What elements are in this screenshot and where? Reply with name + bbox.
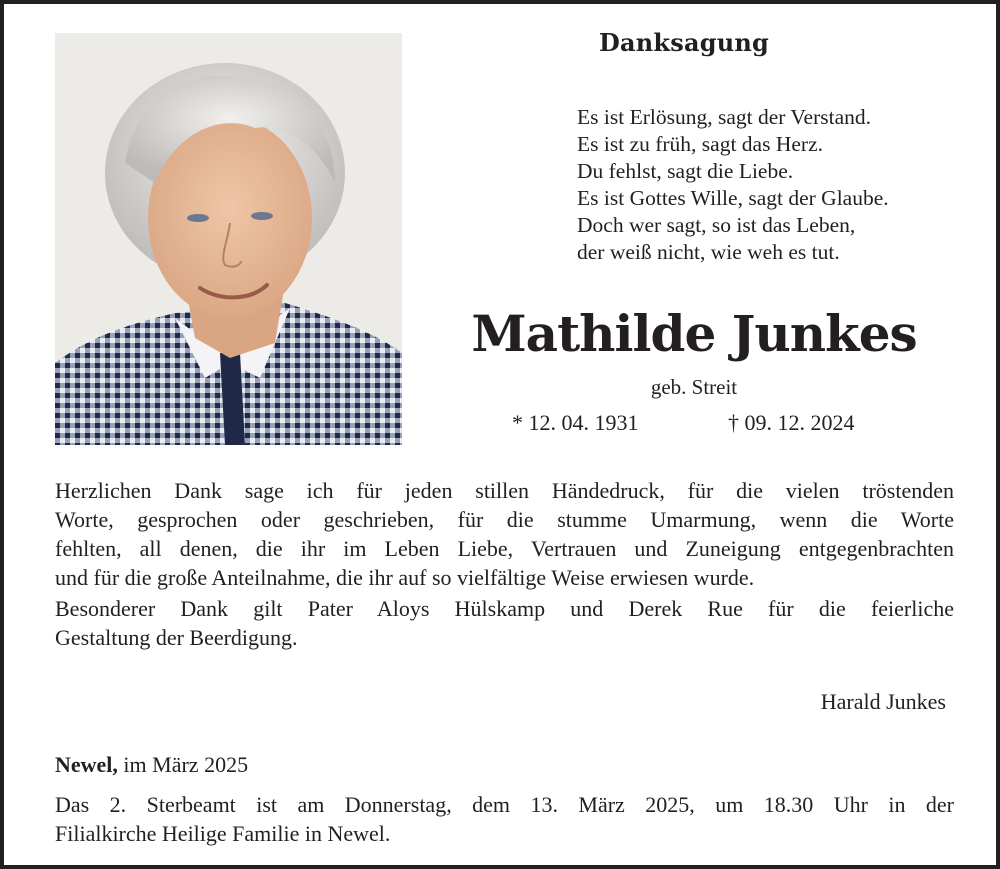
birth-star-icon: * bbox=[512, 410, 523, 435]
death-date bbox=[728, 410, 855, 436]
thanks-paragraph bbox=[55, 476, 954, 592]
poem-line: Du fehlst, sagt die Liebe. bbox=[577, 159, 794, 183]
poem-line: Es ist zu früh, sagt das Herz. bbox=[577, 132, 823, 156]
place-name: Newel, bbox=[55, 752, 118, 777]
service-info bbox=[55, 790, 954, 848]
portrait-image bbox=[55, 33, 402, 445]
text-line: und für die große Anteilnahme, die ihr auf so vielfältige Weise erwiesen wurde. bbox=[55, 565, 755, 590]
place-date-line bbox=[55, 752, 248, 778]
poem-line: Es ist Gottes Wille, sagt der Glaube. bbox=[577, 186, 889, 210]
poem-line: Doch wer sagt, so ist das Leben, bbox=[577, 213, 856, 237]
signature: Harald Junkes bbox=[820, 689, 946, 714]
poem-line: Es ist Erlösung, sagt der Verstand. bbox=[577, 105, 871, 129]
text-line: Worte, gesprochen oder geschrieben, für die stumme Umarmung, wenn die Worte bbox=[55, 507, 954, 532]
date-text: im März 2025 bbox=[117, 752, 249, 777]
text-line: Gestaltung der Beerdigung. bbox=[55, 625, 298, 650]
special-thanks-paragraph bbox=[55, 594, 954, 652]
text-line: Herzlichen Dank sage ich für jeden stillen Händedruck, für die vielen tröstenden bbox=[55, 478, 954, 503]
birth-date-value: 12. 04. 1931 bbox=[528, 410, 639, 435]
birth-date bbox=[512, 410, 639, 436]
death-cross-icon: † bbox=[728, 410, 739, 435]
poem-line: der weiß nicht, wie weh es tut. bbox=[577, 240, 840, 264]
portrait-photo bbox=[55, 33, 402, 445]
text-line: Das 2. Sterbeamt ist am Donnerstag, dem 13. März 2025, um 18.30 Uhr in der bbox=[55, 792, 954, 817]
poem bbox=[577, 104, 889, 266]
death-date-value: 09. 12. 2024 bbox=[744, 410, 855, 435]
notice-heading: Danksagung bbox=[599, 28, 769, 57]
deceased-name: Mathilde Junkes bbox=[471, 304, 917, 363]
text-line: Filialkirche Heilige Familie in Newel. bbox=[55, 821, 391, 846]
text-line: fehlten, all denen, die ihr im Leben Liebe, Vertrauen und Zuneigung entgegenbrachten bbox=[55, 536, 954, 561]
text-line: Besonderer Dank gilt Pater Aloys Hülskamp und Derek Rue für die feierliche bbox=[55, 596, 954, 621]
maiden-name: geb. Streit bbox=[650, 375, 738, 399]
